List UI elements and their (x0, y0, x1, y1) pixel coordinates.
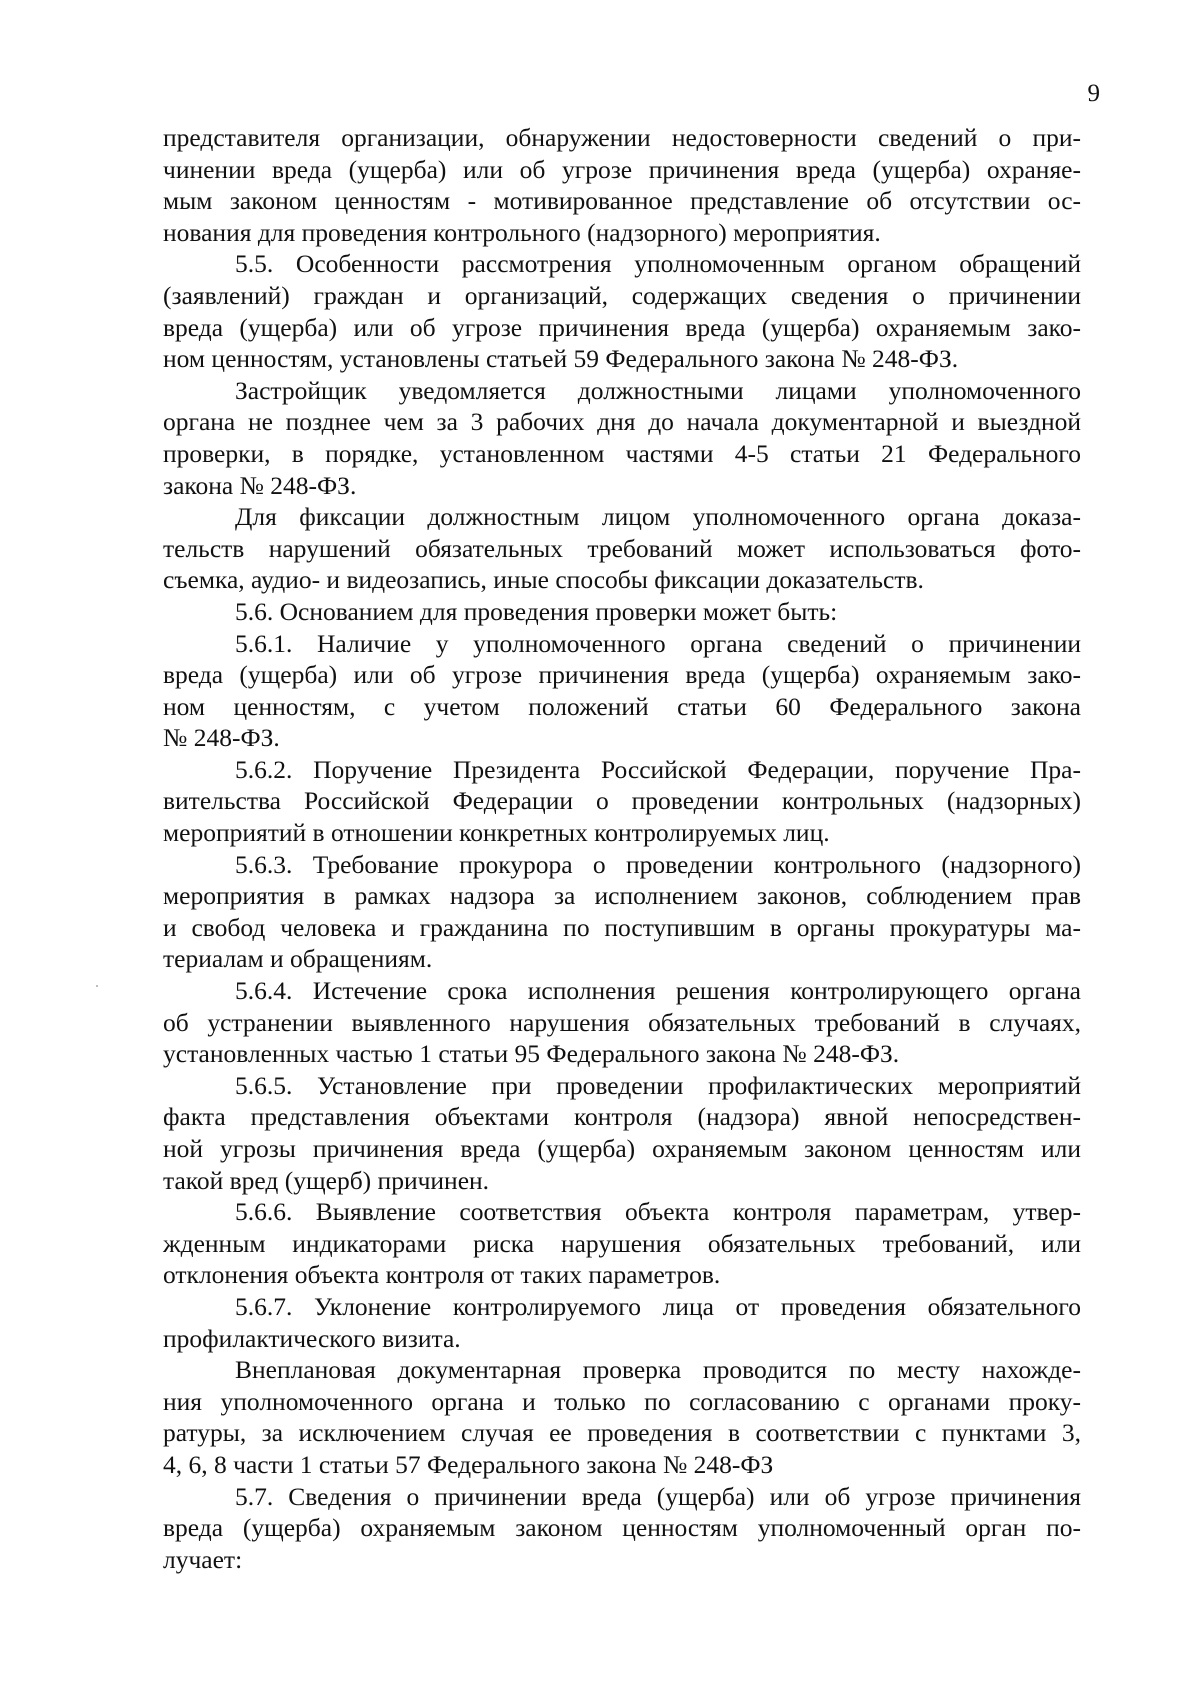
text-line: закона № 248-ФЗ. (163, 470, 357, 500)
text-line: мероприятия в рамках надзора за исполнением законов, соблюдением прав (163, 881, 1081, 911)
text-line: факта представления объектами контроля (надзора) явной непосредствен- (163, 1102, 1081, 1132)
text-line: 4, 6, 8 части 1 статьи 57 Федерального закона № 248-ФЗ (163, 1449, 774, 1479)
text-line: Внеплановая документарная проверка проводится по месту нахожде- (235, 1355, 1081, 1385)
text-line: отклонения объекта контроля от таких параметров. (163, 1260, 721, 1290)
text-line: органа не позднее чем за 3 рабочих дня до начала документарной и выездной (163, 407, 1081, 437)
text-line: 5.6. Основанием для проведения проверки может быть: (235, 596, 838, 626)
text-line: Застройщик уведомляется должностными лицами уполномоченного (235, 375, 1081, 405)
text-line: профилактического визита. (163, 1323, 461, 1353)
text-line: проверки, в порядке, установленном частями 4-5 статьи 21 Федерального (163, 438, 1081, 468)
text-line: 5.6.4. Истечение срока исполнения решения контролирующего органа (235, 976, 1081, 1006)
text-line: 5.5. Особенности рассмотрения уполномоченным органом обращений (235, 249, 1081, 279)
text-line: съемка, аудио- и видеозапись, иные способы фиксации доказательств. (163, 565, 924, 595)
text-line: тельств нарушений обязательных требований может использоваться фото- (163, 533, 1081, 563)
text-line: Для фиксации должностным лицом уполномоченного органа доказа- (235, 502, 1081, 532)
text-line: жденным индикаторами риска нарушения обязательных требований, или (163, 1228, 1081, 1258)
text-line: 5.7. Сведения о причинении вреда (ущерба) или об угрозе причинения (235, 1481, 1081, 1511)
text-line: и свобод человека и гражданина по поступившим в органы прокуратуры ма- (163, 912, 1081, 942)
text-line: чинении вреда (ущерба) или об угрозе причинения вреда (ущерба) охраняе- (163, 154, 1081, 184)
text-line: 5.6.6. Выявление соответствия объекта контроля параметрам, утвер- (235, 1197, 1081, 1227)
text-line: (заявлений) граждан и организаций, содержащих сведения о причинении (163, 280, 1081, 310)
page-number: 9 (1087, 80, 1100, 107)
text-line: мым законом ценностям - мотивированное представление об отсутствии ос- (163, 186, 1081, 216)
text-line: ратуры, за исключением случая ее проведения в соответствии с пунктами 3, (163, 1418, 1081, 1448)
text-line: ной угрозы причинения вреда (ущерба) охраняемым законом ценностям или (163, 1134, 1081, 1163)
text-line: вреда (ущерба) охраняемым законом ценностям уполномоченный орган по- (163, 1513, 1081, 1543)
text-line: вительства Российской Федерации о проведении контрольных (надзорных) (163, 786, 1081, 816)
text-line: териалам и обращениям. (163, 944, 433, 974)
text-line: 5.6.2. Поручение Президента Российской Федерации, поручение Пра- (235, 754, 1081, 784)
text-line: нования для проведения контрольного (надзорного) мероприятия. (163, 217, 881, 247)
text-line: такой вред (ущерб) причинен. (163, 1165, 490, 1195)
text-line: лучает: (163, 1544, 243, 1574)
text-line: установленных частью 1 статьи 95 Федерального закона № 248-ФЗ. (163, 1039, 900, 1069)
text-line: представителя организации, обнаружении недостоверности сведений о при- (163, 123, 1081, 152)
text-line: ном ценностям, установлены статьей 59 Федерального закона № 248-ФЗ. (163, 344, 959, 374)
text-line: 5.6.3. Требование прокурора о проведении контрольного (надзорного) (235, 849, 1081, 879)
text-line: ном ценностям, с учетом положений статьи 60 Федерального закона (163, 691, 1081, 721)
text-line: 5.6.7. Уклонение контролируемого лица от проведения обязательного (235, 1291, 1081, 1321)
text-line: об устранении выявленного нарушения обязательных требований в случаях, (163, 1007, 1081, 1037)
text-line: 5.6.1. Наличие у уполномоченного органа сведений о причинении (235, 628, 1081, 658)
text-line: 5.6.5. Установление при проведении профилактических мероприятий (235, 1070, 1081, 1100)
text-line: мероприятий в отношении конкретных контролируемых лиц. (163, 818, 830, 848)
text-line: вреда (ущерба) или об угрозе причинения вреда (ущерба) охраняемым зако- (163, 312, 1081, 342)
scan-artifact (96, 985, 98, 987)
text-line: ния уполномоченного органа и только по согласованию с органами проку- (163, 1386, 1081, 1416)
document-body (163, 122, 1081, 1575)
text-line: вреда (ущерба) или об угрозе причинения вреда (ущерба) охраняемым зако- (163, 660, 1081, 690)
text-line: № 248-ФЗ. (163, 723, 280, 753)
